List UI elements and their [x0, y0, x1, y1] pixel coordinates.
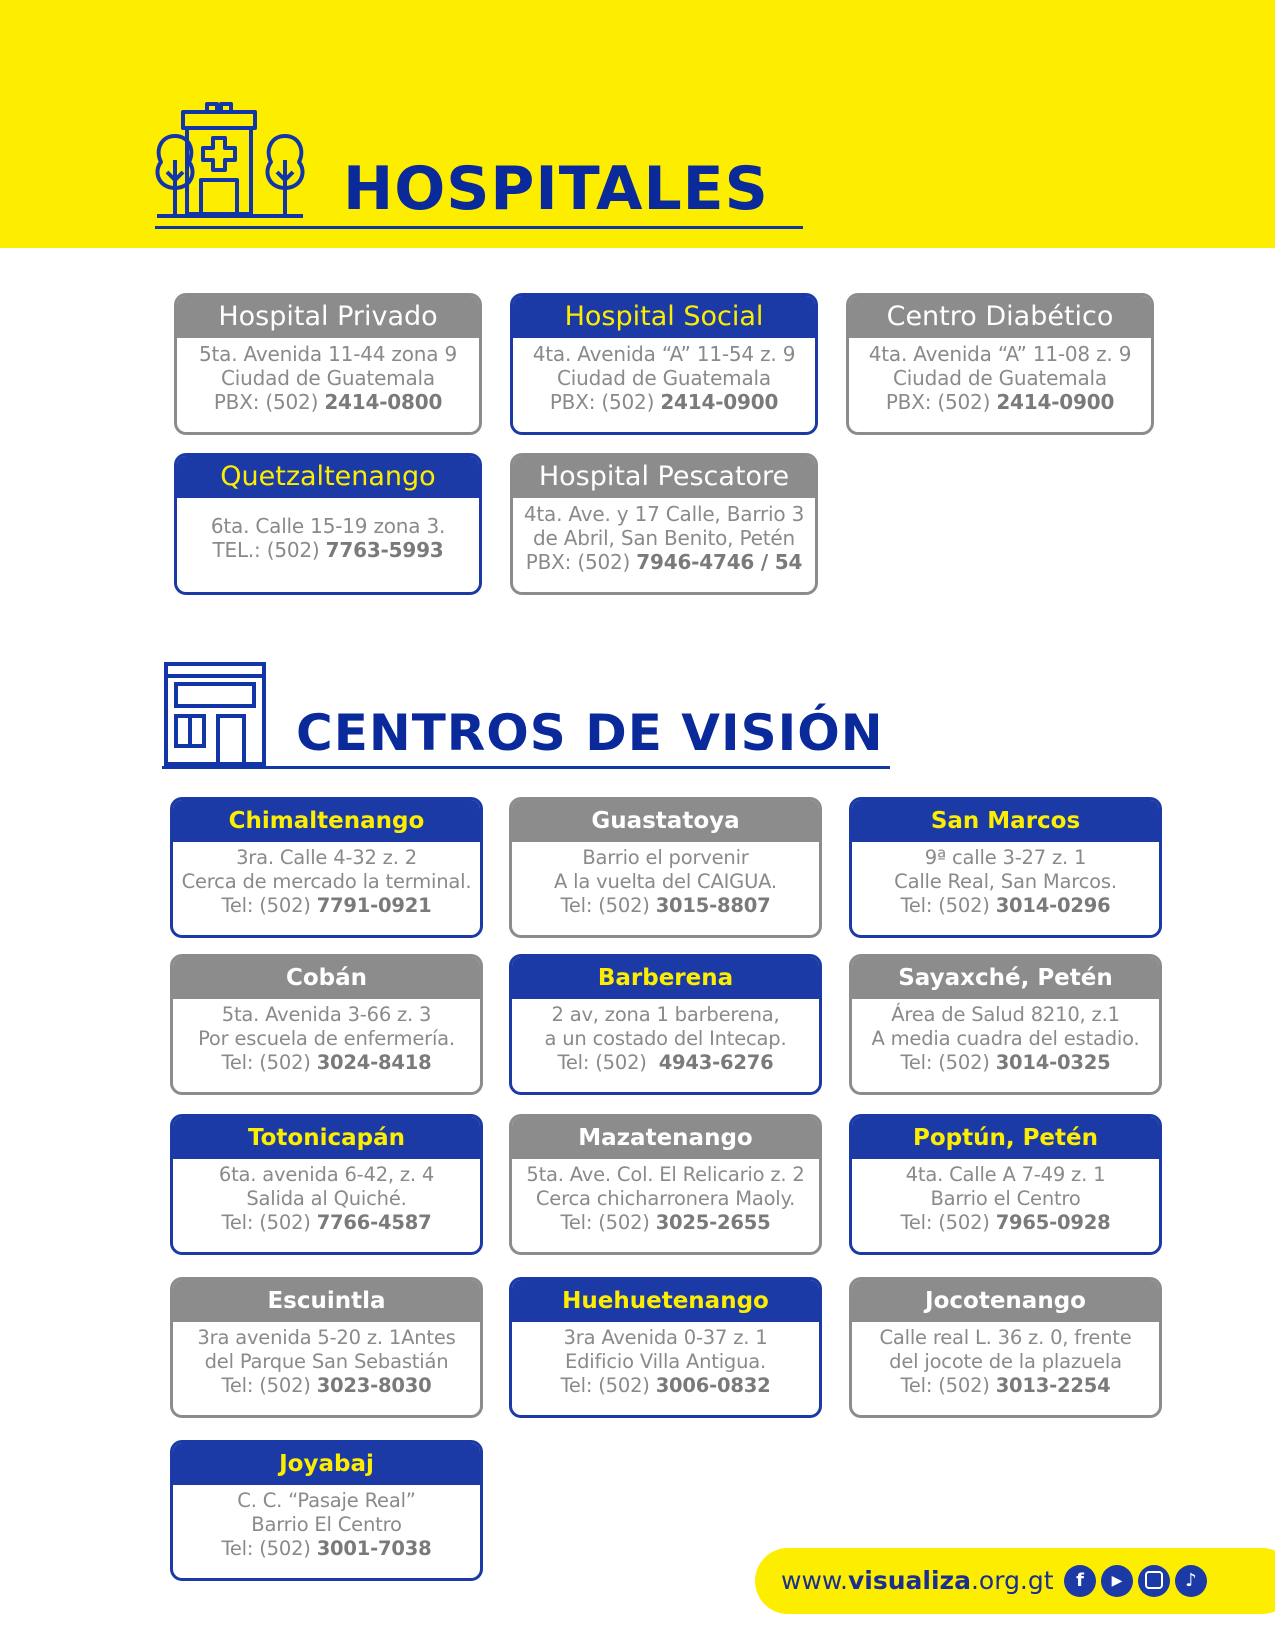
address-line: 4ta. Ave. y 17 Calle, Barrio 3	[523, 502, 805, 526]
address-line: 4ta. Avenida “A” 11-54 z. 9	[532, 342, 796, 366]
phone-prefix: Tel: (502)	[900, 1051, 996, 1074]
phone-number[interactable]: 7763-5993	[325, 538, 444, 562]
card-body	[512, 999, 819, 1075]
vision-card	[509, 954, 822, 1095]
card-title: Mazatenango	[512, 1117, 819, 1159]
vision-underline	[162, 766, 890, 769]
vision-title: CENTROS DE VISIÓN	[296, 704, 884, 762]
phone-number[interactable]: 3006-0832	[655, 1374, 771, 1397]
phone-prefix: PBX: (502)	[213, 390, 325, 414]
card-body	[512, 1322, 819, 1398]
address-line: Ciudad de Guatemala	[221, 366, 435, 390]
vision-card	[170, 797, 483, 938]
phone-number[interactable]: 2414-0800	[324, 390, 443, 414]
card-title: San Marcos	[852, 800, 1159, 842]
hospitales-title: HOSPITALES	[343, 154, 769, 224]
card-body	[173, 999, 480, 1075]
phone-line	[852, 1374, 1159, 1398]
phone-line	[852, 894, 1159, 918]
card-body	[177, 498, 479, 562]
phone-prefix: Tel: (502)	[560, 1211, 656, 1234]
address-line: Barrio el porvenir	[582, 846, 749, 869]
address-line: Ciudad de Guatemala	[557, 366, 771, 390]
card-title: Centro Diabético	[849, 296, 1151, 338]
phone-prefix: PBX: (502)	[549, 390, 661, 414]
address-line: Calle Real, San Marcos.	[894, 870, 1117, 893]
hospital-icon	[155, 100, 305, 230]
card-title: Joyabaj	[173, 1443, 480, 1485]
phone-prefix: Tel: (502)	[557, 1051, 659, 1074]
address-line: del jocote de la plazuela	[889, 1350, 1122, 1373]
phone-prefix: Tel: (502)	[221, 1374, 317, 1397]
vision-card	[509, 797, 822, 938]
vision-card	[849, 1277, 1162, 1418]
card-body	[177, 338, 479, 414]
phone-line	[173, 1211, 480, 1235]
hospitales-card	[174, 293, 482, 435]
address-line: 4ta. Calle A 7-49 z. 1	[905, 1163, 1106, 1186]
phone-prefix: TEL.: (502)	[212, 538, 326, 562]
instagram-icon[interactable]	[1138, 1565, 1170, 1597]
hospitales-card	[510, 453, 818, 595]
phone-number[interactable]: 3025-2655	[655, 1211, 771, 1234]
address-line: Por escuela de enfermería.	[198, 1027, 455, 1050]
card-body	[852, 1159, 1159, 1235]
phone-prefix: Tel: (502)	[560, 894, 656, 917]
address-line: Barrio El Centro	[251, 1513, 402, 1536]
tiktok-icon[interactable]: ♪	[1175, 1565, 1207, 1597]
address-line: 3ra avenida 5-20 z. 1Antes	[197, 1326, 456, 1349]
card-body	[173, 1159, 480, 1235]
card-title: Cobán	[173, 957, 480, 999]
phone-number[interactable]: 7791-0921	[316, 894, 432, 917]
phone-number[interactable]: 3013-2254	[995, 1374, 1111, 1397]
phone-line	[173, 894, 480, 918]
address-line: 5ta. Avenida 11-44 zona 9	[199, 342, 457, 366]
address-line: A la vuelta del CAIGUA.	[554, 870, 777, 893]
phone-line	[512, 894, 819, 918]
card-body	[173, 1485, 480, 1561]
phone-number[interactable]: 3014-0296	[995, 894, 1111, 917]
card-body	[849, 338, 1151, 414]
phone-prefix: Tel: (502)	[221, 1211, 317, 1234]
phone-number[interactable]: 3024-8418	[316, 1051, 432, 1074]
address-line: Cerca de mercado la terminal.	[181, 870, 472, 893]
card-body	[852, 842, 1159, 918]
card-body	[173, 842, 480, 918]
phone-number[interactable]: 7965-0928	[995, 1211, 1111, 1234]
phone-prefix: Tel: (502)	[221, 1051, 317, 1074]
phone-line	[513, 390, 815, 414]
address-line: Salida al Quiché.	[246, 1187, 407, 1210]
address-line: 5ta. Avenida 3-66 z. 3	[221, 1003, 432, 1026]
vision-card	[170, 1277, 483, 1418]
phone-prefix: Tel: (502)	[900, 1374, 996, 1397]
phone-number[interactable]: 3014-0325	[995, 1051, 1111, 1074]
phone-line	[852, 1211, 1159, 1235]
card-body	[173, 1322, 480, 1398]
card-body	[512, 1159, 819, 1235]
facebook-icon[interactable]: f	[1064, 1565, 1096, 1597]
address-line: de Abril, San Benito, Petén	[533, 526, 795, 550]
address-line: 6ta. avenida 6-42, z. 4	[218, 1163, 435, 1186]
url-suffix: .org.gt	[970, 1566, 1054, 1595]
address-line: Barrio el Centro	[930, 1187, 1081, 1210]
address-line: 3ra. Calle 4-32 z. 2	[236, 846, 417, 869]
phone-line	[173, 1537, 480, 1561]
card-body	[513, 498, 815, 574]
phone-number[interactable]: 2414-0900	[660, 390, 779, 414]
phone-prefix: Tel: (502)	[560, 1374, 656, 1397]
phone-line	[173, 1374, 480, 1398]
phone-number[interactable]: 3015-8807	[655, 894, 771, 917]
card-body	[852, 1322, 1159, 1398]
address-line: A media cuadra del estadio.	[871, 1027, 1140, 1050]
address-line: Cerca chicharronera Maoly.	[535, 1187, 796, 1210]
address-line: 5ta. Ave. Col. El Relicario z. 2	[526, 1163, 805, 1186]
hospitales-card	[174, 453, 482, 595]
url-bold: visualiza	[848, 1566, 971, 1595]
vision-card	[509, 1114, 822, 1255]
url-prefix: www.	[781, 1566, 848, 1595]
card-title: Escuintla	[173, 1280, 480, 1322]
phone-prefix: PBX: (502)	[525, 550, 637, 574]
phone-line	[852, 1051, 1159, 1075]
phone-number[interactable]: 3001-7038	[316, 1537, 432, 1560]
address-line: Edificio Villa Antigua.	[564, 1350, 767, 1373]
hospitales-card	[846, 293, 1154, 435]
vision-card	[849, 797, 1162, 938]
phone-line	[177, 390, 479, 414]
phone-prefix: PBX: (502)	[885, 390, 997, 414]
card-title: Guastatoya	[512, 800, 819, 842]
phone-number[interactable]: 3023-8030	[316, 1374, 432, 1397]
card-title: Sayaxché, Petén	[852, 957, 1159, 999]
phone-prefix: Tel: (502)	[900, 1211, 996, 1234]
hospitales-card	[510, 293, 818, 435]
vision-card	[849, 954, 1162, 1095]
phone-line	[177, 538, 479, 562]
vision-card	[509, 1277, 822, 1418]
address-line: 3ra Avenida 0-37 z. 1	[563, 1326, 768, 1349]
card-title: Hospital Social	[513, 296, 815, 338]
phone-line	[512, 1211, 819, 1235]
address-line: Área de Salud 8210, z.1	[891, 1003, 1120, 1026]
phone-line	[512, 1051, 819, 1075]
address-line: a un costado del Intecap.	[544, 1027, 787, 1050]
hospitales-underline	[155, 226, 803, 229]
card-title: Jocotenango	[852, 1280, 1159, 1322]
phone-line	[512, 1374, 819, 1398]
card-title: Chimaltenango	[173, 800, 480, 842]
card-body	[513, 338, 815, 414]
address-line: del Parque San Sebastián	[204, 1350, 449, 1373]
card-title: Huehuetenango	[512, 1280, 819, 1322]
vision-card	[170, 1114, 483, 1255]
address-line: Calle real L. 36 z. 0, frente	[879, 1326, 1132, 1349]
phone-number[interactable]: 7766-4587	[316, 1211, 432, 1234]
phone-line	[173, 1051, 480, 1075]
card-title: Poptún, Petén	[852, 1117, 1159, 1159]
card-body	[852, 999, 1159, 1075]
address-line: 6ta. Calle 15-19 zona 3.	[210, 514, 446, 538]
phone-prefix: Tel: (502)	[221, 894, 317, 917]
phone-number[interactable]: 4943-6276	[658, 1051, 774, 1074]
address-line: Ciudad de Guatemala	[893, 366, 1107, 390]
address-line: 4ta. Avenida “A” 11-08 z. 9	[868, 342, 1132, 366]
youtube-icon[interactable]: ▶	[1101, 1565, 1133, 1597]
card-title: Hospital Privado	[177, 296, 479, 338]
address-line: 9ª calle 3-27 z. 1	[924, 846, 1087, 869]
card-title: Hospital Pescatore	[513, 456, 815, 498]
vision-card	[170, 1440, 483, 1581]
card-title: Totonicapán	[173, 1117, 480, 1159]
phone-number[interactable]: 7946-4746 / 54	[636, 550, 803, 574]
card-body	[512, 842, 819, 918]
card-title: Barberena	[512, 957, 819, 999]
phone-prefix: Tel: (502)	[900, 894, 996, 917]
vision-card	[849, 1114, 1162, 1255]
website-link[interactable]	[781, 1566, 1054, 1595]
vision-card	[170, 954, 483, 1095]
address-line: C. C. “Pasaje Real”	[237, 1489, 416, 1512]
phone-line	[513, 550, 815, 574]
card-title: Quetzaltenango	[177, 456, 479, 498]
address-line: 2 av, zona 1 barberena,	[551, 1003, 780, 1026]
phone-prefix: Tel: (502)	[221, 1537, 317, 1560]
phone-line	[849, 390, 1151, 414]
phone-number[interactable]: 2414-0900	[996, 390, 1115, 414]
building-icon	[162, 660, 272, 770]
